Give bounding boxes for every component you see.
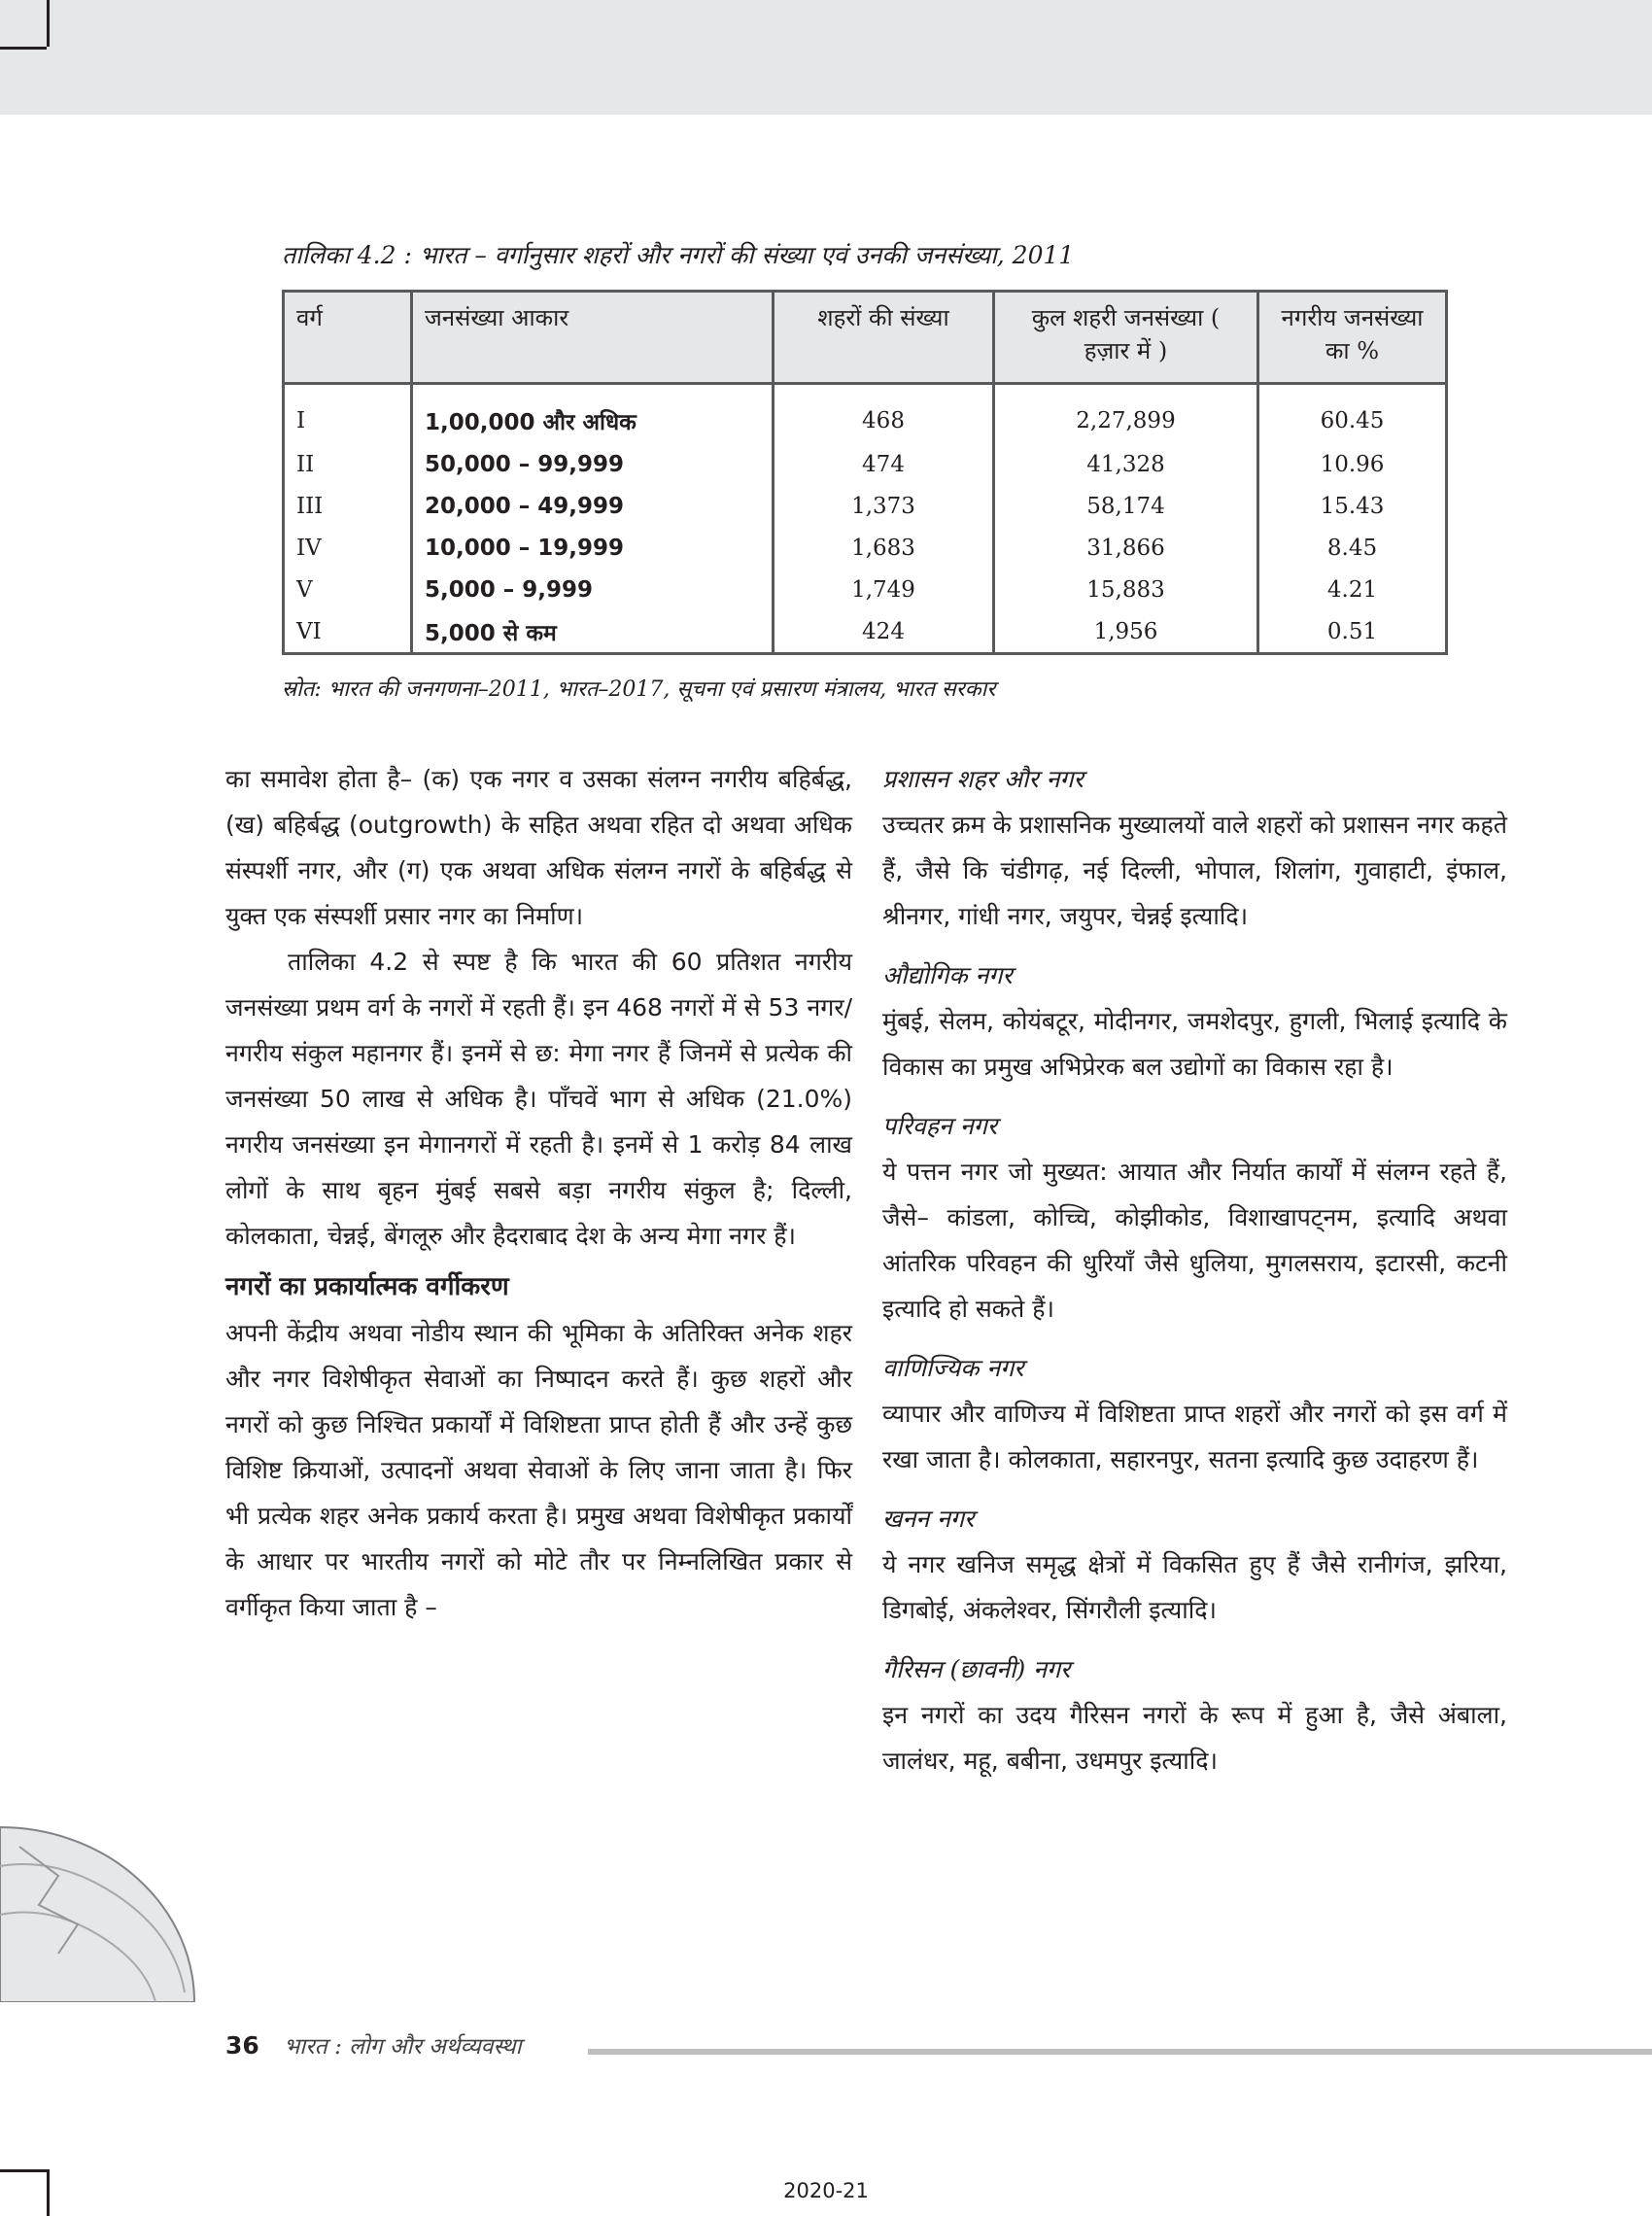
cell-size: 1,00,000 और अधिक bbox=[412, 384, 774, 444]
table-header-row bbox=[284, 292, 1447, 384]
subsection-heading-mining: खनन नगर bbox=[882, 1505, 975, 1533]
table-row bbox=[284, 569, 1447, 610]
crop-mark-top-left-horizontal bbox=[0, 47, 47, 50]
left-column bbox=[225, 756, 852, 1630]
globe-decoration-icon bbox=[0, 1808, 214, 2002]
section-heading: नगरों का प्रकार्यात्मक वर्गीकरण bbox=[225, 1272, 509, 1301]
urban-class-table bbox=[282, 290, 1448, 655]
top-gray-band bbox=[0, 0, 1652, 115]
subsection-heading-industrial: औद्योगिक नगर bbox=[882, 961, 1013, 989]
cell-class: IV bbox=[284, 527, 412, 569]
cell-class: III bbox=[284, 485, 412, 527]
cell-class: V bbox=[284, 569, 412, 610]
table-row bbox=[284, 384, 1447, 444]
subsection-heading-commercial: वाणिज्यिक नगर bbox=[882, 1354, 1024, 1382]
cell-size: 50,000 – 99,999 bbox=[412, 443, 774, 485]
cell-size: 20,000 – 49,999 bbox=[412, 485, 774, 527]
subsection-text-mining: ये नगर खनिज समृद्ध क्षेत्रों में विकसित हुए हैं जैसे रानीगंज, झरिया, डिगबोई, अंकलेश्वर, सिंगरौली इत्यादि। bbox=[882, 1550, 1507, 1624]
table-title: तालिका 4.2 : भारत – वर्गानुसार शहरों और नगरों की संख्या एवं उनकी जनसंख्या, 2011 bbox=[282, 241, 1075, 269]
right-column bbox=[882, 756, 1507, 1797]
cell-size: 5,000 से कम bbox=[412, 610, 774, 654]
cell-count: 1,749 bbox=[774, 569, 994, 610]
cell-class: II bbox=[284, 443, 412, 485]
cell-size: 5,000 – 9,999 bbox=[412, 569, 774, 610]
body-paragraph: का समावेश होता है– (क) एक नगर व उसका संलग्न नगरीय बहिर्बद्ध, (ख) बहिर्बद्ध (outgrowth) के सहित अथवा रहित दो अथवा अधिक संस्पर्शी नगर, और (ग) एक अथवा अधिक संलग्न नगरों के बहिर्बद्ध से युक्त एक संस्पर्शी प्रसार नगर का निर्माण। bbox=[225, 765, 852, 930]
subsection-heading-administrative: प्रशासन शहर और नगर bbox=[882, 765, 1084, 793]
cell-count: 468 bbox=[774, 384, 994, 444]
subsection-text-transport: ये पत्तन नगर जो मुख्यत: आयात और निर्यात कार्यों में संलग्न रहते हैं, जैसे– कांडला, कोच्चि, कोझीकोड, विशाखापट्नम, इत्यादि अथवा आंतरिक परिवहन की धुरियाँ जैसे धुलिया, मुगलसराय, इटारसी, कटनी इत्यादि हो सकते हैं। bbox=[882, 1158, 1507, 1323]
cell-count: 474 bbox=[774, 443, 994, 485]
cell-count: 1,683 bbox=[774, 527, 994, 569]
cell-population: 41,328 bbox=[994, 443, 1258, 485]
cell-population: 1,956 bbox=[994, 610, 1258, 654]
table-row bbox=[284, 443, 1447, 485]
subsection-text-garrison: इन नगरों का उदय गैरिसन नगरों के रूप में हुआ है, जैसे अंबाला, जालंधर, महू, बबीना, उधमपुर इत्यादि। bbox=[882, 1701, 1507, 1775]
cell-percent: 60.45 bbox=[1258, 384, 1447, 444]
table-source-note: स्रोत: भारत की जनगणना–2011, भारत–2017, सूचना एवं प्रसारण मंत्रालय, भारत सरकार bbox=[282, 677, 996, 702]
header-size-range: जनसंख्या आकार bbox=[412, 292, 774, 384]
footer-rule bbox=[588, 2049, 1652, 2055]
crop-mark-top-left-vertical bbox=[47, 0, 50, 47]
subsection-heading-garrison: गैरिसन (छावनी) नगर bbox=[882, 1655, 1071, 1683]
header-urban-population: कुल शहरी जनसंख्या ( हज़ार में ) bbox=[994, 292, 1258, 384]
cell-count: 1,373 bbox=[774, 485, 994, 527]
edition-year: 2020-21 bbox=[783, 2179, 869, 2202]
table-row bbox=[284, 485, 1447, 527]
header-percent: नगरीय जनसंख्या का % bbox=[1258, 292, 1447, 384]
page-number: 36 bbox=[225, 2031, 259, 2060]
cell-class: VI bbox=[284, 610, 412, 654]
subsection-text-commercial: व्यापार और वाणिज्य में विशिष्टता प्राप्त शहरों और नगरों को इस वर्ग में रखा जाता है। कोलकाता, सहारनपुर, सतना इत्यादि कुछ उदाहरण हैं। bbox=[882, 1400, 1507, 1473]
cell-population: 15,883 bbox=[994, 569, 1258, 610]
cell-size: 10,000 – 19,999 bbox=[412, 527, 774, 569]
table-row bbox=[284, 527, 1447, 569]
header-towns-count: शहरों की संख्या bbox=[774, 292, 994, 384]
cell-population: 2,27,899 bbox=[994, 384, 1258, 444]
table-row bbox=[284, 610, 1447, 654]
subsection-text-administrative: उच्चतर क्रम के प्रशासनिक मुख्यालयों वाले शहरों को प्रशासन नगर कहते हैं, जैसे कि चंडीगढ़, नई दिल्ली, भोपाल, शिलांग, गुवाहाटी, इंफाल, श्रीनगर, गांधी नगर, जयुपर, चेन्नई इत्यादि। bbox=[882, 811, 1507, 930]
book-title: भारत : लोग और अर्थव्यवस्था bbox=[284, 2034, 522, 2060]
cell-count: 424 bbox=[774, 610, 994, 654]
body-paragraph: तालिका 4.2 से स्पष्ट है कि भारत की 60 प्रतिशत नगरीय जनसंख्या प्रथम वर्ग के नगरों में रहती हैं। इन 468 नगरों में से 53 नगर/नगरीय संकुल महानगर हैं। इनमें से छ: मेगा नगर हैं जिनमें से प्रत्येक की जनसंख्या 50 लाख से अधिक है। पाँचवें भाग से अधिक (21.0%) नगरीय जनसंख्या इन मेगानगरों में रहती है। इनमें से 1 करोड़ 84 लाख लोगों के साथ बृहन मुंबई सबसे बड़ा नगरीय संकुल है; दिल्ली, कोलकाता, चेन्नई, बेंगलूरु और हैदराबाद देश के अन्य मेगा नगर हैं। bbox=[225, 948, 852, 1250]
crop-mark-bottom-left-horizontal bbox=[0, 2169, 47, 2172]
cell-percent: 10.96 bbox=[1258, 443, 1447, 485]
cell-percent: 0.51 bbox=[1258, 610, 1447, 654]
cell-percent: 15.43 bbox=[1258, 485, 1447, 527]
cell-class: I bbox=[284, 384, 412, 444]
body-paragraph: अपनी केंद्रीय अथवा नोडीय स्थान की भूमिका के अतिरिक्त अनेक शहर और नगर विशेषीकृत सेवाओं का निष्पादन करते हैं। कुछ शहरों और नगरों को कुछ निश्चित प्रकार्यों में विशिष्टता प्राप्त होती हैं और उन्हें कुछ विशिष्ट क्रियाओं, उत्पादनों अथवा सेवाओं के लिए जाना जाता है। फिर भी प्रत्येक शहर अनेक प्रकार्य करता है। प्रमुख अथवा विशेषीकृत प्रकार्यों के आधार पर भारतीय नगरों को मोटे तौर पर निम्नलिखित प्रकार से वर्गीकृत किया जाता है – bbox=[225, 1319, 852, 1621]
subsection-text-industrial: मुंबई, सेलम, कोयंबटूर, मोदीनगर, जमशेदपुर, हुगली, भिलाई इत्यादि के विकास का प्रमुख अभिप्रेरक बल उद्योगों का विकास रहा है। bbox=[882, 1007, 1507, 1081]
cell-percent: 8.45 bbox=[1258, 527, 1447, 569]
cell-population: 58,174 bbox=[994, 485, 1258, 527]
cell-percent: 4.21 bbox=[1258, 569, 1447, 610]
page-footer bbox=[225, 2029, 522, 2060]
subsection-heading-transport: परिवहन नगर bbox=[882, 1112, 998, 1140]
header-class: वर्ग bbox=[284, 292, 412, 384]
cell-population: 31,866 bbox=[994, 527, 1258, 569]
